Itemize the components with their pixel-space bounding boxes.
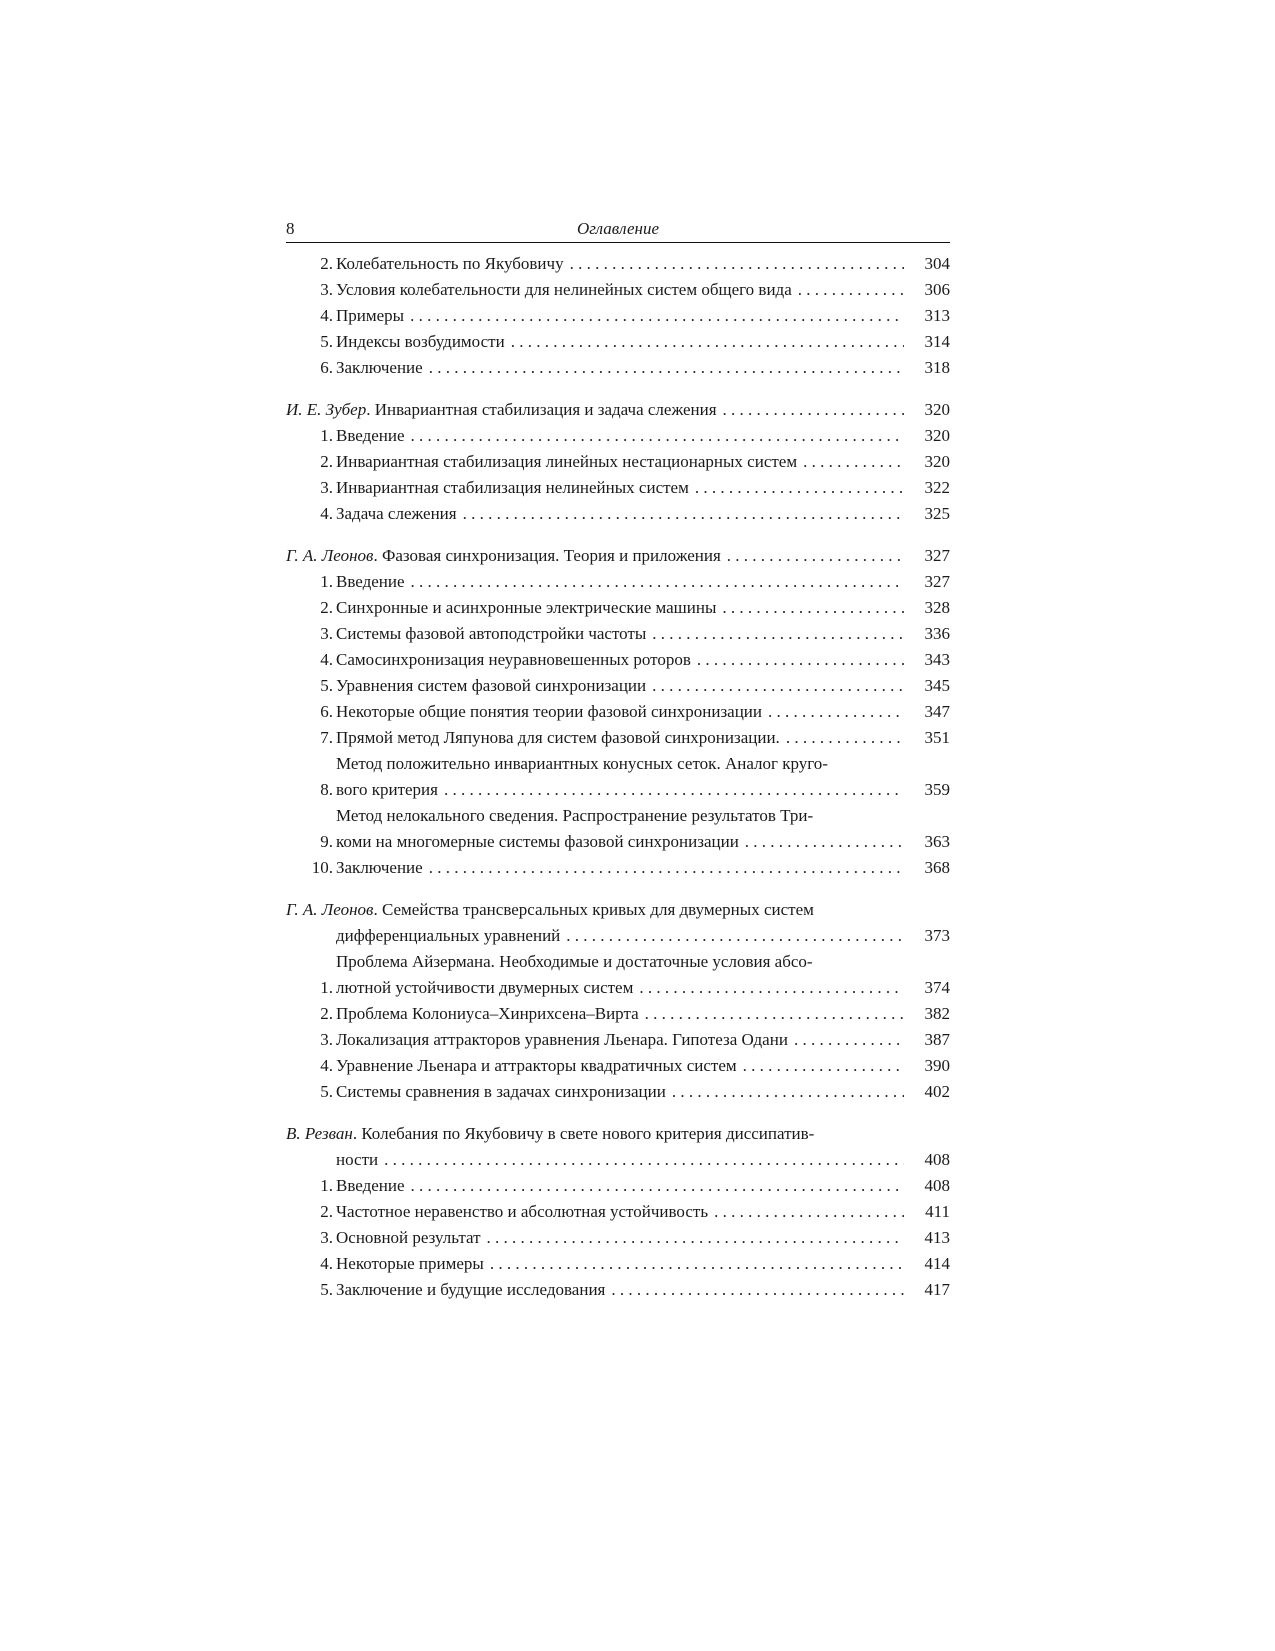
leader-dots <box>404 303 904 329</box>
entry-page-number: 417 <box>924 1280 950 1299</box>
leader-dots <box>646 673 904 699</box>
entry-page-number: 304 <box>924 254 950 273</box>
toc-sub-entry[interactable] <box>286 949 950 1001</box>
entry-title: Частотное неравенство и абсолютная устойчивость <box>336 1202 709 1221</box>
entry-title: Прямой метод Ляпунова для систем фазовой синхронизации. <box>336 728 780 747</box>
entry-page-number: 414 <box>924 1254 950 1273</box>
entry-title: Заключение <box>336 858 423 877</box>
toc-section <box>286 251 950 381</box>
toc-section <box>286 1121 950 1303</box>
leader-dots <box>378 1147 904 1173</box>
toc-sub-entry[interactable] <box>286 303 950 329</box>
table-of-contents <box>286 251 950 1303</box>
entry-page-number: 306 <box>924 280 950 299</box>
entry-number: 6. <box>320 358 333 377</box>
entry-page-number: 320 <box>924 452 950 471</box>
toc-sub-entry[interactable] <box>286 725 950 751</box>
entry-title: Введение <box>336 572 405 591</box>
entry-number: 1. <box>320 572 333 591</box>
leader-dots <box>797 449 904 475</box>
entry-number: 1. <box>320 1176 333 1195</box>
entry-page-number: 313 <box>924 306 950 325</box>
entry-page-number: 318 <box>924 358 950 377</box>
entry-number: 3. <box>320 1030 333 1049</box>
entry-title: Локализация аттракторов уравнения Льенара. Гипотеза Одани <box>336 1030 788 1049</box>
entry-author: Г. А. Леонов <box>286 900 374 919</box>
entry-page-number: 322 <box>924 478 950 497</box>
entry-number: 9. <box>320 832 333 851</box>
entry-title: Проблема Колониуса–Хинрихсена–Вирта <box>336 1004 639 1023</box>
entry-title: дифференциальных уравнений <box>336 926 561 945</box>
entry-page-number: 387 <box>924 1030 950 1049</box>
entry-title: Самосинхронизация неуравновешенных роторов <box>336 650 691 669</box>
entry-number: 7. <box>320 728 333 747</box>
leader-dots <box>423 355 904 381</box>
leader-dots <box>505 329 904 355</box>
entry-title: Фазовая синхронизация. Теория и приложения <box>381 546 721 565</box>
entry-title: Синхронные и асинхронные электрические машины <box>336 598 717 617</box>
entry-title: Заключение и будущие исследования <box>336 1280 606 1299</box>
entry-title: Введение <box>336 426 405 445</box>
toc-sub-entry[interactable] <box>286 1027 950 1053</box>
running-head <box>286 216 950 243</box>
entry-number: 1. <box>320 426 333 445</box>
entry-title-line1: Метод положительно инвариантных конусных сеток. Аналог круго- <box>336 754 828 773</box>
toc-page <box>286 216 950 1319</box>
toc-main-entry[interactable]: И. Е. Зубер. Инвариантная стабилизация и задача слежения . . . 320 <box>286 397 950 423</box>
toc-sub-entry[interactable] <box>286 251 950 277</box>
entry-title: Некоторые общие понятия теории фазовой синхронизации <box>336 702 763 721</box>
toc-sub-entry[interactable] <box>286 277 950 303</box>
entry-number: 4. <box>320 504 333 523</box>
entry-number: 10. <box>311 858 333 877</box>
leader-dots <box>646 621 904 647</box>
leader-dots <box>739 829 904 855</box>
leader-dots <box>605 1277 904 1303</box>
entry-number: 2. <box>320 598 333 617</box>
toc-sub-entry[interactable] <box>286 1199 950 1225</box>
entry-page-number: 359 <box>924 780 950 799</box>
leader-dots <box>639 1001 904 1027</box>
entry-page-number: 390 <box>924 1056 950 1075</box>
entry-page-number: 343 <box>924 650 950 669</box>
entry-title: Некоторые примеры <box>336 1254 484 1273</box>
leader-dots <box>792 277 904 303</box>
entry-title: Уравнение Льенара и аттракторы квадратичных систем <box>336 1056 737 1075</box>
entry-number: 4. <box>320 1254 333 1273</box>
entry-title: Системы фазовой автоподстройки частоты <box>336 624 647 643</box>
toc-sub-entry[interactable] <box>286 475 950 501</box>
toc-sub-entry[interactable] <box>286 621 950 647</box>
entry-page-number: 328 <box>924 598 950 617</box>
entry-number: 2. <box>320 1202 333 1221</box>
entry-page-number: 374 <box>924 978 950 997</box>
toc-sub-entry[interactable] <box>286 699 950 725</box>
entry-page-number: 336 <box>924 624 950 643</box>
entry-title-line1: Метод нелокального сведения. Распространение результатов Три- <box>336 806 814 825</box>
leader-dots <box>717 397 904 423</box>
toc-sub-entry[interactable] <box>286 1053 950 1079</box>
leader-dots <box>438 777 904 803</box>
entry-number: 2. <box>320 1004 333 1023</box>
toc-sub-entry[interactable] <box>286 329 950 355</box>
entry-number: 3. <box>320 478 333 497</box>
entry-number: 4. <box>320 1056 333 1075</box>
entry-page-number: 413 <box>924 1228 950 1247</box>
leader-dots <box>716 595 904 621</box>
entry-title-line1: Проблема Айзермана. Необходимые и достаточные условия абсо- <box>336 952 813 971</box>
leader-dots <box>788 1027 904 1053</box>
toc-sub-entry[interactable] <box>286 1251 950 1277</box>
toc-sub-entry[interactable] <box>286 1173 950 1199</box>
entry-page-number: 382 <box>924 1004 950 1023</box>
leader-dots <box>484 1251 904 1277</box>
toc-sub-entry[interactable] <box>286 501 950 527</box>
toc-sub-entry[interactable] <box>286 673 950 699</box>
entry-title: Основной результат <box>336 1228 481 1247</box>
entry-page-number: 327 <box>924 572 950 591</box>
leader-dots <box>737 1053 904 1079</box>
entry-title: Инвариантная стабилизация и задача слежения <box>374 400 717 419</box>
leader-dots <box>780 725 904 751</box>
entry-title-line1: Колебания по Якубовичу в свете нового критерия диссипатив- <box>361 1124 815 1143</box>
entry-number: 3. <box>320 624 333 643</box>
entry-author: Г. А. Леонов <box>286 546 374 565</box>
toc-sub-entry[interactable] <box>286 1225 950 1251</box>
entry-number: 5. <box>320 332 333 351</box>
entry-page-number: 373 <box>924 926 950 945</box>
entry-title: ности <box>336 1150 379 1169</box>
entry-page-number: 327 <box>924 546 950 565</box>
toc-sub-entry[interactable] <box>286 449 950 475</box>
leader-dots <box>689 475 904 501</box>
leader-dots <box>423 855 904 881</box>
toc-section <box>286 897 950 1105</box>
toc-section <box>286 397 950 527</box>
toc-sub-entry[interactable] <box>286 803 950 855</box>
running-title: Оглавление <box>576 219 660 238</box>
leader-dots <box>691 647 904 673</box>
entry-title-line1: Семейства трансверсальных кривых для двумерных систем <box>381 900 814 919</box>
entry-title: Условия колебательности для нелинейных систем общего вида <box>336 280 792 299</box>
toc-sub-entry[interactable] <box>286 1277 950 1303</box>
leader-dots <box>405 569 904 595</box>
entry-page-number: 320 <box>924 426 950 445</box>
entry-title: Инвариантная стабилизация линейных нестационарных систем <box>336 452 798 471</box>
entry-page-number: 347 <box>924 702 950 721</box>
entry-title: Примеры <box>336 306 405 325</box>
entry-page-number: 345 <box>924 676 950 695</box>
entry-number: 5. <box>320 1082 333 1101</box>
entry-title: Индексы возбудимости <box>336 332 505 351</box>
entry-title: Заключение <box>336 358 423 377</box>
entry-page-number: 408 <box>924 1176 950 1195</box>
entry-page-number: 368 <box>924 858 950 877</box>
entry-number: 4. <box>320 306 333 325</box>
toc-sub-entry[interactable] <box>286 1001 950 1027</box>
entry-page-number: 411 <box>925 1202 950 1221</box>
leader-dots <box>560 923 904 949</box>
leader-dots <box>405 1173 904 1199</box>
entry-number: 3. <box>320 280 333 299</box>
entry-title: коми на многомерные системы фазовой синхронизации <box>336 832 739 851</box>
entry-number: 4. <box>320 650 333 669</box>
leader-dots <box>666 1079 904 1105</box>
toc-sub-entry[interactable] <box>286 355 950 381</box>
toc-sub-entry[interactable] <box>286 1079 950 1105</box>
toc-sub-entry[interactable] <box>286 423 950 449</box>
toc-main-entry[interactable]: Г. А. Леонов. Фазовая синхронизация. Теория и приложения . . . 327 <box>286 543 950 569</box>
toc-sub-entry[interactable] <box>286 569 950 595</box>
entry-page-number: 402 <box>924 1082 950 1101</box>
entry-author: И. Е. Зубер <box>286 400 367 419</box>
leader-dots <box>564 251 904 277</box>
leader-dots <box>762 699 904 725</box>
toc-main-entry[interactable]: В. Резван. Колебания по Якубовичу в свете нового критерия диссипатив- ности . . . 408 <box>286 1121 950 1173</box>
toc-sub-entry[interactable] <box>286 855 950 881</box>
leader-dots <box>721 543 904 569</box>
entry-title: лютной устойчивости двумерных систем <box>336 978 634 997</box>
entry-title: Введение <box>336 1176 405 1195</box>
entry-number: 2. <box>320 254 333 273</box>
entry-author: В. Резван <box>286 1124 353 1143</box>
toc-main-entry[interactable]: Г. А. Леонов. Семейства трансверсальных кривых для двумерных систем дифференциальных уравнений . . . 373 <box>286 897 950 949</box>
entry-number: 2. <box>320 452 333 471</box>
entry-page-number: 363 <box>924 832 950 851</box>
entry-page-number: 408 <box>924 1150 950 1169</box>
entry-number: 1. <box>320 978 333 997</box>
entry-number: 5. <box>320 676 333 695</box>
leader-dots <box>708 1199 904 1225</box>
leader-dots <box>405 423 904 449</box>
toc-sub-entry[interactable] <box>286 751 950 803</box>
toc-sub-entry[interactable] <box>286 595 950 621</box>
entry-page-number: 351 <box>924 728 950 747</box>
entry-page-number: 314 <box>924 332 950 351</box>
entry-number: 5. <box>320 1280 333 1299</box>
toc-section <box>286 543 950 881</box>
entry-title: Инвариантная стабилизация нелинейных систем <box>336 478 689 497</box>
page-number: 8 <box>286 219 295 238</box>
entry-title: вого критерия <box>336 780 438 799</box>
entry-number: 8. <box>320 780 333 799</box>
leader-dots <box>633 975 904 1001</box>
toc-sub-entry[interactable] <box>286 647 950 673</box>
entry-title: Системы сравнения в задачах синхронизации <box>336 1082 666 1101</box>
entry-title: Колебательность по Якубовичу <box>336 254 564 273</box>
entry-page-number: 320 <box>924 400 950 419</box>
leader-dots <box>457 501 904 527</box>
entry-title: Уравнения систем фазовой синхронизации <box>336 676 647 695</box>
leader-dots <box>481 1225 904 1251</box>
entry-number: 3. <box>320 1228 333 1247</box>
entry-title: Задача слежения <box>336 504 457 523</box>
entry-number: 6. <box>320 702 333 721</box>
entry-page-number: 325 <box>924 504 950 523</box>
